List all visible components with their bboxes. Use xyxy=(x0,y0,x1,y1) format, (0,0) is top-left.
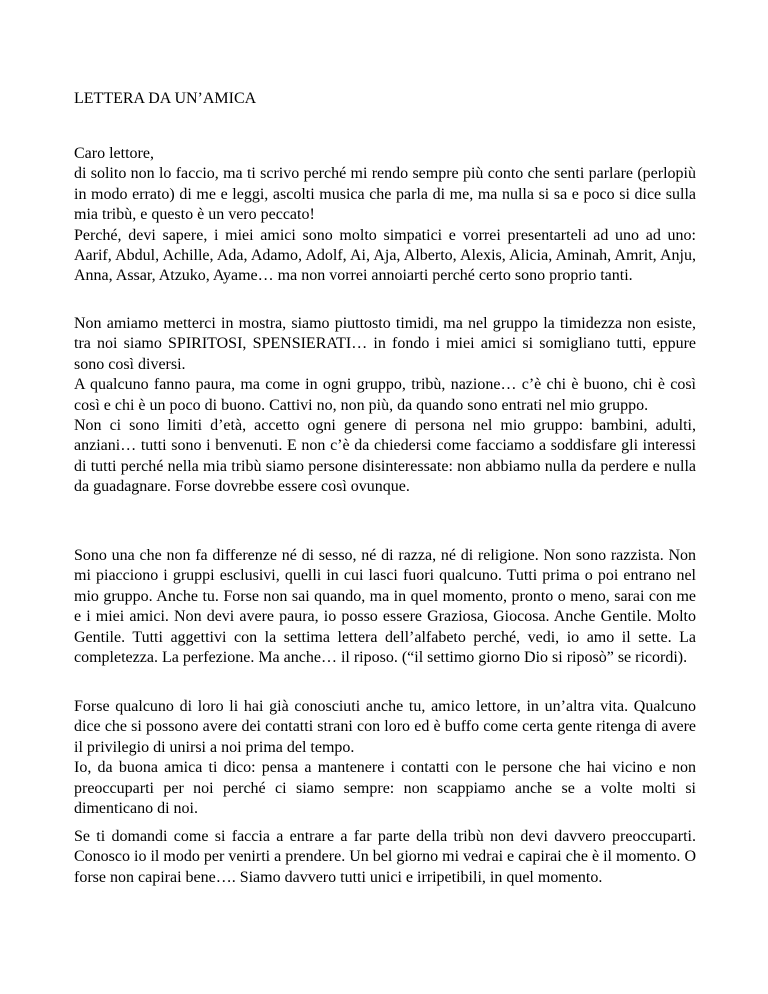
document-title: LETTERA DA UN’AMICA xyxy=(74,90,257,107)
paragraph-block-5 xyxy=(74,827,696,888)
paragraph: Io, da buona amica ti dico: pensa a mantenere i contatti con le persone che hai vicino e non preoccuparti per noi perché ci siamo sempre: non scappiamo anche se a volte molti si dimenticano di noi. xyxy=(74,759,696,818)
paragraph: di solito non lo faccio, ma ti scrivo perché mi rendo sempre più conto che senti parlare (perlopiù in modo errato) di me e leggi, ascolti musica che parla di me, ma nulla si sa e poco si dice sulla mia tribù, e questo è un vero peccato! xyxy=(74,165,696,224)
paragraph-block-4 xyxy=(74,697,696,819)
paragraph: Non amiamo metterci in mostra, siamo piuttosto timidi, ma nel gruppo la timidezza non esiste, tra noi siamo SPIRITOSI, SPENSIERATI… in fondo i miei amici si somigliano tutti, eppure sono così diversi. xyxy=(74,315,696,373)
paragraph-block-2 xyxy=(74,314,696,498)
paragraph-block-1 xyxy=(74,144,696,287)
paragraph: Sono una che non fa differenze né di sesso, né di razza, né di religione. Non sono razzista. Non mi piacciono i gruppi esclusivi, quelli in cui lasci fuori qualcuno. Tutti prima o poi entrano nel mio gruppo. Anche tu. Forse non sai quando, ma in quel momento, pronto o meno, sarai con me e i miei amici. Non devi avere paura, io posso essere Graziosa, Giocosa. Anche Gentile. Molto Gentile. Tutti aggettivi con la settima lettera dell’alfabeto perché, vedi, io amo il sette. La completezza. La perfezione. Ma anche… il riposo. (“il settimo giorno Dio si riposò” se ricordi). xyxy=(74,547,696,667)
paragraph: Se ti domandi come si faccia a entrare a far parte della tribù non devi davvero preoccuparti. Conosco io il modo per venirti a prendere. Un bel giorno mi vedrai e capirai che è il momento. O forse non capirai bene…. Siamo davvero tutti unici e irripetibili, in quel momento. xyxy=(74,828,696,886)
paragraph: Forse qualcuno di loro li hai già conosciuti anche tu, amico lettore, in un’altra vita. Qualcuno dice che si possono avere dei contatti strani con loro ed è buffo come certa gente ritenga di avere il privilegio di unirsi a noi prima del tempo. xyxy=(74,698,696,756)
paragraph: Non ci sono limiti d’età, accetto ogni genere di persona nel mio gruppo: bambini, adulti, anziani… tutti sono i benvenuti. E non c’è da chiedersi come facciamo a soddisfare gli interessi di tutti perché nella mia tribù siamo persone disinteressate: non abbiamo nulla da perdere e nulla da guadagnare. Forse dovrebbe essere così ovunque. xyxy=(74,417,696,496)
paragraph-block-3 xyxy=(74,546,696,668)
salutation: Caro lettore, xyxy=(74,145,154,162)
paragraph: A qualcuno fanno paura, ma come in ogni gruppo, tribù, nazione… c’è chi è buono, chi è così così e chi è un poco di buono. Cattivi no, non più, da quando sono entrati nel mio gruppo. xyxy=(74,376,696,414)
paragraph: Perché, devi sapere, i miei amici sono molto simpatici e vorrei presentarteli ad uno ad uno: Aarif, Abdul, Achille, Ada, Adamo, Adolf, Ai, Aja, Alberto, Alexis, Alicia, Aminah, Amrit, Anju, Anna, Assar, Atzuko, Ayame… ma non vorrei annoiarti perché certo sono proprio tanti. xyxy=(74,226,696,285)
